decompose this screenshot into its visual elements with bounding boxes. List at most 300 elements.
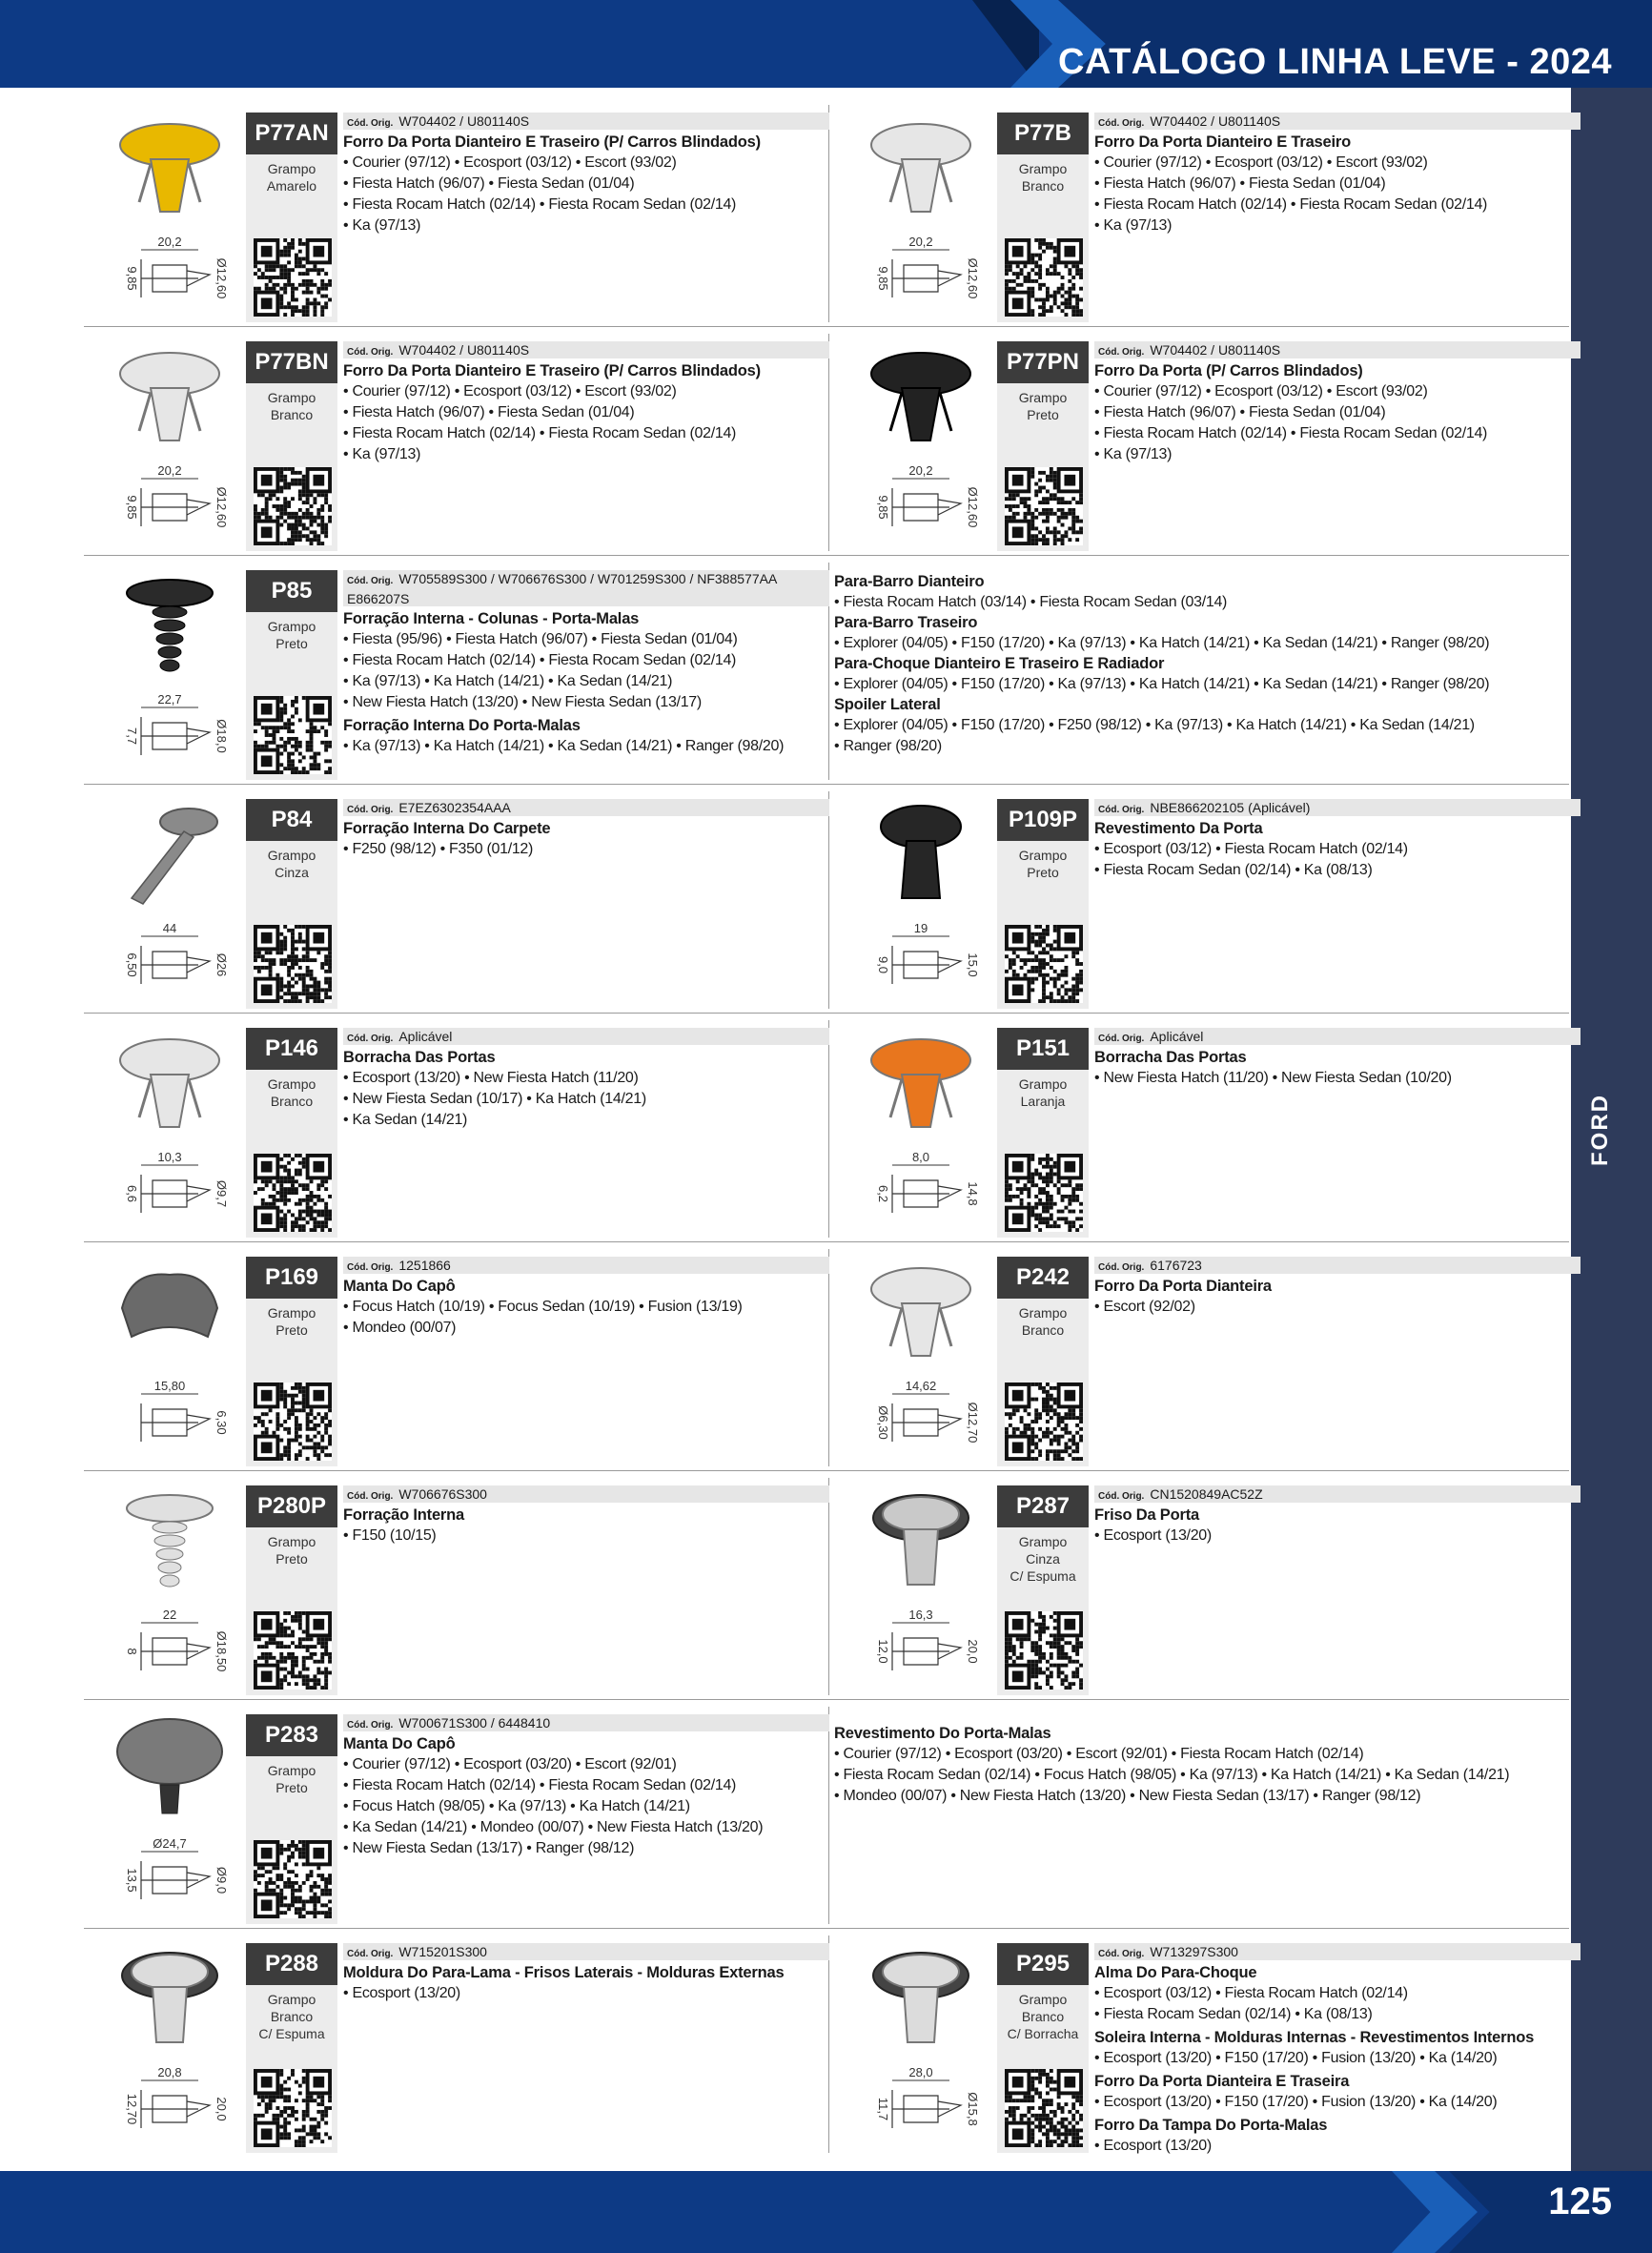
product-illustration [845,336,997,553]
product-code-box [997,341,1089,551]
product-finish: C/ Espuma [258,2026,325,2041]
product-card [845,1251,1588,1468]
dimension-height: 6,6 [125,1184,139,1203]
drawing-outline [892,1403,961,1442]
row-divider [84,1699,1569,1700]
dimension-height: 8 [125,1648,139,1655]
application-title: Alma Do Para-Choque [1094,1964,1257,1981]
product-card [93,793,837,1011]
row-divider [84,1928,1569,1929]
dimension-diameter: 20,0 [214,2097,229,2121]
qr-code [1005,467,1083,545]
vehicle-list: • Focus Hatch (98/05) • Ka (97/13) • Ka Hatch (14/21) [343,1798,690,1814]
qr-code[interactable] [254,1383,332,1461]
original-code [1094,113,1581,130]
product-illustration [845,1251,997,1468]
product-figure [93,564,246,782]
original-code [1094,1485,1581,1503]
product-color: Branco [270,1094,314,1109]
vehicle-list: • Escort (92/02) [1094,1299,1195,1315]
technical-drawing [141,1623,210,1670]
clip-rib [158,646,181,658]
dimension-diameter: Ø18,0 [214,719,229,753]
original-code-label: Cód. Orig. [1098,1262,1145,1273]
qr-code [1005,1611,1083,1690]
technical-drawing [141,479,210,526]
vehicle-list: • Fiesta Rocam Hatch (02/14) • Fiesta Rocam Sedan (02/14) [343,196,737,213]
original-code-value: Aplicável [398,1029,453,1044]
drawing-outline [141,488,210,526]
dimension-diameter: 14,8 [966,1181,980,1206]
product-color: Preto [275,1551,308,1567]
dimension-width: 20,2 [908,235,933,249]
clip-shank [904,1987,938,2042]
technical-drawing [141,1165,210,1213]
dimension-width: 22 [162,1608,177,1622]
original-code [1094,1943,1581,1960]
product-card [845,1022,1588,1239]
clip-rib [158,1562,181,1573]
product-photo [122,1274,217,1337]
product-color: Preto [275,1322,308,1338]
dimension-width: 15,80 [153,1379,186,1393]
qr-code [1005,238,1083,317]
dimension-diameter: 15,0 [966,952,980,977]
page-header [0,0,1652,88]
product-type: Grampo [267,1076,316,1092]
technical-drawing [141,2080,210,2128]
product-color: Preto [1027,865,1059,880]
technical-drawing [892,1394,961,1442]
product-color: Preto [1027,407,1059,422]
product-code: P85 [246,570,337,612]
drawing-outline [141,1403,210,1442]
qr-code[interactable] [1005,2069,1083,2147]
vehicle-list: • Ecosport (13/20) • New Fiesta Hatch (11/20) [343,1070,639,1086]
vehicle-list: • Ka (97/13) • Ka Hatch (14/21) • Ka Sedan (14/21) [343,673,673,689]
application-title: Forração Interna [343,1506,465,1524]
application-title: Friso Da Porta [1094,1506,1199,1524]
clip-shank [904,1529,938,1585]
clip-rib [153,606,187,618]
qr-code [1005,925,1083,1003]
original-code [343,799,829,816]
product-color: Preto [275,1780,308,1795]
qr-code[interactable] [1005,238,1083,317]
product-info [343,799,829,860]
product-code: P295 [997,1943,1089,1985]
qr-code[interactable] [1005,1611,1083,1690]
product-card [93,1937,837,2155]
product-card [93,1022,837,1239]
vehicle-list: • Ka (97/13) [1094,446,1173,462]
clip-shank [902,388,940,440]
product-type: Grampo [1018,161,1068,176]
qr-code[interactable] [254,1840,332,1918]
dimension-width: 20,2 [908,463,933,478]
dimension-diameter: Ø26 [214,952,229,977]
product-figure [845,1022,997,1239]
qr-code[interactable] [1005,925,1083,1003]
product-code-box [997,799,1089,1009]
dimension-diameter: Ø12,60 [214,257,229,299]
dimension-diameter: 6,30 [214,1410,229,1435]
clip-head [127,580,213,606]
original-code-value: Aplicável [1150,1029,1204,1044]
clip-shank [151,1075,189,1127]
dimension-height: 7,7 [125,727,139,746]
product-figure [93,336,246,553]
product-code-box [997,1485,1089,1695]
product-type: Grampo [1018,1992,1068,2007]
clip-head [883,1955,959,1989]
product-code-box [246,799,337,1009]
dimension-height: Ø6,30 [876,1405,890,1440]
product-code: P77B [997,113,1089,154]
dimension-width: 14,62 [905,1379,937,1393]
product-card [93,336,837,553]
product-info [1094,1485,1581,1546]
original-code-label: Cód. Orig. [1098,118,1145,129]
technical-drawing [892,479,961,526]
original-code [343,1485,829,1503]
technical-drawing [892,936,961,984]
product-type: Grampo [1018,848,1068,863]
product-color: Branco [1021,1322,1065,1338]
product-card [93,564,837,782]
product-code: P109P [997,799,1089,841]
original-code-value: W704402 / U801140S [1150,113,1281,129]
product-photo [871,124,970,212]
dimension-width: 8,0 [911,1150,930,1164]
qr-code [254,1840,332,1918]
product-finish: C/ Borracha [1007,2026,1079,2041]
product-illustration [845,793,997,1011]
vehicle-list: • New Fiesta Hatch (13/20) • New Fiesta Sedan (13/17) [343,694,702,710]
application-title: Borracha Das Portas [343,1049,496,1066]
product-photo [127,580,213,671]
clip-head [132,1955,208,1989]
drawing-outline [141,2090,210,2128]
product-info [1094,341,1581,465]
product-illustration [93,1022,246,1239]
qr-code[interactable] [254,467,332,545]
clip-rib [160,660,179,671]
vehicle-list: • Ecosport (03/12) • Fiesta Rocam Hatch (02/14) [1094,841,1408,857]
original-code-label: Cód. Orig. [347,1262,394,1273]
product-type: Grampo [267,1992,316,2007]
dimension-height: 9,0 [876,955,890,974]
product-code-box [997,1028,1089,1238]
application-title: Manta Do Capô [343,1735,456,1752]
vehicle-list: • Ranger (98/20) [834,738,942,754]
drawing-outline [892,2090,961,2128]
qr-code[interactable] [254,696,332,774]
row-divider [84,1470,1569,1471]
vehicle-list: • Courier (97/12) • Ecosport (03/12) • Escort (93/02) [1094,383,1428,399]
application-title: Forro Da Porta (P/ Carros Blindados) [1094,362,1363,379]
qr-code [254,467,332,545]
product-color: Laranja [1020,1094,1066,1109]
product-photo [873,1953,969,2042]
vehicle-list: • Mondeo (00/07) [343,1320,457,1336]
application-title: Soleira Interna - Molduras Internas - Revestimentos Internos [1094,2029,1535,2046]
product-photo [122,1953,217,2042]
product-type: Grampo [1018,1534,1068,1549]
qr-code[interactable] [1005,1154,1083,1232]
product-code-box [246,1943,337,2153]
product-photo [120,353,219,440]
original-code-label: Cód. Orig. [347,576,394,586]
product-illustration [93,1709,246,1926]
dimension-width: 22,7 [157,692,182,707]
vehicle-list: • Fiesta Rocam Hatch (02/14) • Fiesta Rocam Sedan (02/14) [343,425,737,441]
original-code [343,570,829,606]
product-info [343,1714,829,1859]
product-info [343,1028,829,1131]
qr-code[interactable] [254,1611,332,1690]
original-code-value: W704402 / U801140S [1150,342,1281,358]
catalog-title: CATÁLOGO LINHA LEVE - 2024 [1058,42,1612,82]
application-title: Borracha Das Portas [1094,1049,1247,1066]
product-type: Grampo [267,161,316,176]
clip-head [883,1497,959,1531]
product-photo [871,1039,970,1127]
product-type: Grampo [1018,1305,1068,1321]
product-color: Preto [275,636,308,651]
original-code [343,1714,829,1731]
product-illustration [93,1937,246,2155]
vehicle-list: • Explorer (04/05) • F150 (17/20) • Ka (97/13) • Ka Hatch (14/21) • Ka Sedan (14/21) • Ranger (98/20) [834,676,1490,692]
vehicle-list: • Courier (97/12) • Ecosport (03/12) • Escort (93/02) [1094,154,1428,171]
row-divider [84,1241,1569,1242]
vehicle-list: • Fiesta Rocam Hatch (03/14) • Fiesta Rocam Sedan (03/14) [834,594,1228,610]
technical-drawing [892,1165,961,1213]
product-figure [93,1022,246,1239]
product-code: P77AN [246,113,337,154]
original-code [343,113,829,130]
product-code-box [246,1257,337,1466]
original-code-value: W713297S300 [1150,1944,1238,1959]
dimension-diameter: Ø12,60 [966,257,980,299]
clip-rib [156,1548,183,1560]
product-info [1094,113,1581,236]
clip-shank [151,159,189,212]
product-type: Grampo [267,619,316,634]
qr-code[interactable] [254,238,332,317]
technical-drawing [141,1394,210,1442]
vehicle-list: • Courier (97/12) • Ecosport (03/20) • Escort (92/01) [343,1756,677,1772]
dimension-height: 9,85 [125,266,139,291]
vehicle-list: • Ka (97/13) [1094,217,1173,234]
product-photo [132,809,217,904]
clip-shank [902,841,940,898]
product-photo [871,1268,970,1356]
product-type: Grampo [267,1534,316,1549]
vehicle-list: • Ecosport (13/20) [1094,1527,1212,1544]
product-type: Grampo [267,390,316,405]
original-code [1094,1028,1581,1045]
original-code-label: Cód. Orig. [1098,1034,1145,1044]
qr-code[interactable] [254,925,332,1003]
product-figure [93,1480,246,1697]
product-figure [93,107,246,324]
application-title: Para-Barro Dianteiro [834,573,985,590]
product-color: Branco [1021,178,1065,194]
product-code-box [997,1257,1089,1466]
dimension-height: 9,85 [876,266,890,291]
row-divider [84,326,1569,327]
vehicle-list: • Mondeo (00/07) • New Fiesta Hatch (13/20) • New Fiesta Sedan (13/17) • Ranger (98/12) [834,1788,1421,1804]
application-title: Forração Interna Do Carpete [343,820,551,837]
vehicle-list: • Fiesta Rocam Sedan (02/14) • Ka (08/13) [1094,862,1373,878]
vehicle-list: • Courier (97/12) • Ecosport (03/12) • Escort (93/02) [343,383,677,399]
product-figure [845,1937,997,2155]
vehicle-list: • Ecosport (13/20) [343,1985,460,2001]
qr-code [254,2069,332,2147]
clip-rib [160,1575,179,1587]
clip-shank [902,159,940,212]
clip-head [127,1495,213,1522]
original-code-label: Cód. Orig. [347,805,394,815]
product-illustration [93,1251,246,1468]
product-figure [845,107,997,324]
product-figure [93,793,246,1011]
product-color: Amarelo [266,178,317,194]
product-color: Branco [270,2009,314,2024]
dimension-width: 20,2 [157,235,182,249]
qr-code[interactable] [1005,467,1083,545]
product-info [1094,1028,1581,1089]
vehicle-list: • Ecosport (13/20) [1094,2138,1212,2154]
application-title: Forração Interna - Colunas - Porta-Malas [343,610,640,627]
product-illustration [845,107,997,324]
product-illustration [845,1937,997,2155]
qr-code [254,696,332,774]
dimension-height: 9,85 [876,495,890,520]
original-code-label: Cód. Orig. [347,1034,394,1044]
original-code [1094,799,1581,816]
product-code: P169 [246,1257,337,1299]
application-title: Revestimento Da Porta [1094,820,1263,837]
original-code-value: W704402 / U801140S [398,342,530,358]
application-title: Forro Da Porta Dianteira E Traseira [1094,2073,1350,2090]
dimension-diameter: 20,0 [966,1639,980,1664]
vehicle-list: • Ka Sedan (14/21) • Mondeo (00/07) • New Fiesta Hatch (13/20) [343,1819,764,1835]
vehicle-list: • F150 (10/15) [343,1527,437,1544]
qr-code [254,238,332,317]
original-code [343,1028,829,1045]
vehicle-list: • New Fiesta Sedan (13/17) • Ranger (98/12) [343,1840,635,1856]
vehicle-list: • New Fiesta Sedan (10/17) • Ka Hatch (14/21) [343,1091,646,1107]
qr-code [254,1154,332,1232]
product-info [343,113,829,236]
application-title: Spoiler Lateral [834,696,941,713]
original-code-label: Cód. Orig. [1098,1949,1145,1959]
product-card [93,1709,837,1926]
dimension-diameter: Ø12,60 [966,486,980,528]
drawing-outline [141,1175,210,1213]
product-code-box [997,1943,1089,2153]
original-code-value: E7EZ6302354AAA [398,800,511,815]
technical-drawing [141,936,210,984]
product-info [343,341,829,465]
page-number: 125 [1548,2181,1612,2222]
original-code-value: 6176723 [1150,1258,1202,1273]
original-code-label: Cód. Orig. [1098,1491,1145,1502]
product-illustration [845,1480,997,1697]
vehicle-list: • New Fiesta Hatch (11/20) • New Fiesta Sedan (10/20) [1094,1070,1452,1086]
original-code-label: Cód. Orig. [347,118,394,129]
original-code-label: Cód. Orig. [347,1491,394,1502]
drawing-outline [892,1632,961,1670]
product-finish: C/ Espuma [1010,1568,1076,1584]
product-code-box [246,341,337,551]
original-code-label: Cód. Orig. [347,1720,394,1731]
product-card [93,1480,837,1697]
clip-rib [153,1522,187,1533]
original-code-label: Cód. Orig. [347,347,394,358]
qr-code[interactable] [254,1154,332,1232]
product-card [845,1937,1588,2155]
original-code [1094,1257,1581,1274]
brand-label: FORD [1587,1094,1613,1166]
original-code-value: W704402 / U801140S [398,113,530,129]
product-photo [881,806,961,898]
original-code-value: W706676S300 [398,1486,487,1502]
product-color: Cinza [275,865,309,880]
product-code-box [246,1714,337,1924]
technical-drawing [892,1623,961,1670]
extended-applications [834,572,1568,757]
dimension-height: 11,7 [876,2097,890,2121]
application-title: Para-Barro Traseiro [834,614,978,631]
product-code-box [246,1485,337,1695]
product-code: P146 [246,1028,337,1070]
vehicle-list: • F250 (98/12) • F350 (01/12) [343,841,534,857]
vehicle-list: • Courier (97/12) • Ecosport (03/20) • Escort (92/01) • Fiesta Rocam Hatch (02/14) [834,1746,1364,1762]
original-code-value: W715201S300 [398,1944,487,1959]
dimension-diameter: Ø9,7 [214,1179,229,1208]
vehicle-list: • Focus Hatch (10/19) • Focus Sedan (10/19) • Fusion (13/19) [343,1299,743,1315]
qr-code[interactable] [254,2069,332,2147]
row-divider [84,555,1569,556]
dimension-width: 20,8 [157,2065,182,2079]
original-code-label: Cód. Orig. [347,1949,394,1959]
product-card [845,336,1588,553]
qr-code[interactable] [1005,1383,1083,1461]
product-type: Grampo [267,1305,316,1321]
product-info [1094,799,1581,881]
clip-body [122,1274,217,1337]
drawing-outline [892,1175,961,1213]
drawing-outline [141,259,210,297]
clip-head [160,809,217,835]
original-code [343,341,829,358]
drawing-outline [141,946,210,984]
product-illustration [93,107,246,324]
product-card [93,1251,837,1468]
drawing-outline [141,1632,210,1670]
dimension-width: 44 [162,921,177,935]
clip-head [117,1719,222,1784]
application-title: Forro Da Porta Dianteira [1094,1278,1272,1295]
vehicle-list: • Fiesta Hatch (96/07) • Fiesta Sedan (01/04) [1094,404,1386,420]
original-code-value: 1251866 [398,1258,451,1273]
application-title: Moldura Do Para-Lama - Frisos Laterais - Molduras Externas [343,1964,785,1981]
product-figure [845,1480,997,1697]
dimension-diameter: Ø12,60 [214,486,229,528]
